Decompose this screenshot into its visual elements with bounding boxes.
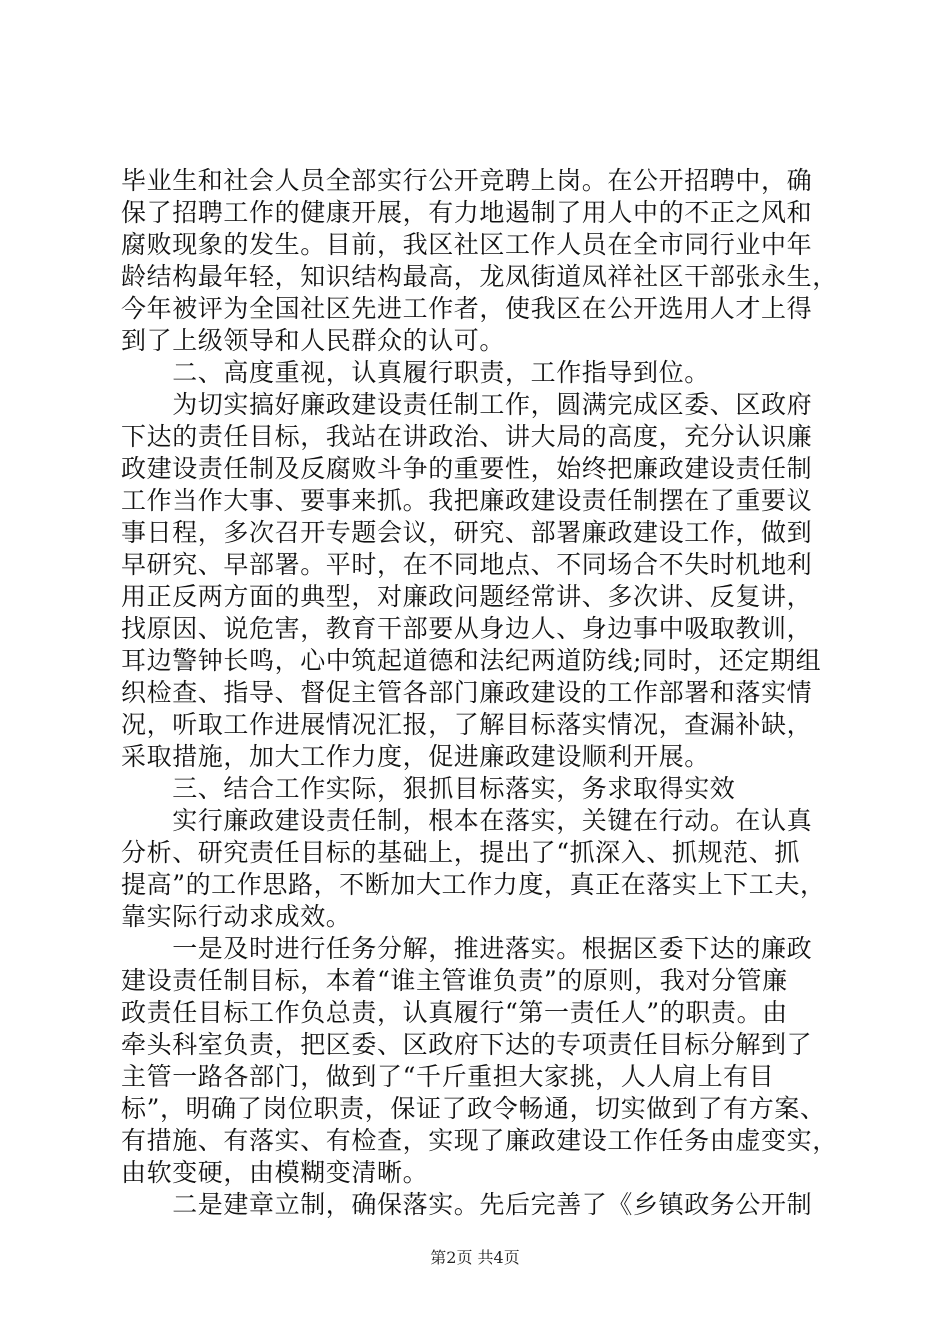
text-line: 建设责任制目标，本着“谁主管谁负责”的原则，我对分管廉	[121, 966, 788, 995]
text-line: 今年被评为全国社区先进工作者，使我区在公开选用人才上得	[121, 294, 813, 323]
text-line: 采取措施，加大工作力度，促进廉政建设顺利开展。	[121, 742, 710, 771]
text-line: 牵头科室负责，把区委、区政府下达的专项责任目标分解到了	[121, 1030, 813, 1059]
text-line: 二是建章立制，确保落实。先后完善了《乡镇政务公开制	[121, 1190, 813, 1219]
text-line: 腐败现象的发生。目前，我区社区工作人员在全市同行业中年	[121, 230, 813, 259]
text-line: 耳边警钟长鸣，心中筑起道德和法纪两道防线;同时，还定期组	[121, 646, 822, 675]
text-line: 到了上级领导和人民群众的认可。	[121, 326, 506, 355]
text-line: 有措施、有落实、有检查，实现了廉政建设工作任务由虚变实，	[121, 1126, 838, 1155]
text-line: 由软变硬，由模糊变清晰。	[121, 1158, 429, 1187]
text-line: 为切实搞好廉政建设责任制工作，圆满完成区委、区政府	[121, 390, 813, 419]
text-line: 一是及时进行任务分解，推进落实。根据区委下达的廉政	[121, 934, 813, 963]
text-line: 政建设责任制及反腐败斗争的重要性，始终把廉政建设责任制	[121, 454, 813, 483]
page-footer: 第2页 共4页	[430, 1248, 520, 1267]
text-line: 分析、研究责任目标的基础上，提出了“抓深入、抓规范、抓	[121, 838, 800, 867]
text-line: 主管一路各部门，做到了“千斤重担大家挑，人人肩上有目	[121, 1062, 775, 1091]
text-line: 保了招聘工作的健康开展，有力地遏制了用人中的不正之风和	[121, 198, 813, 227]
text-line: 工作当作大事、要事来抓。我把廉政建设责任制摆在了重要议	[121, 486, 813, 515]
text-line: 毕业生和社会人员全部实行公开竞聘上岗。在公开招聘中，确	[121, 166, 813, 195]
section-heading: 二、高度重视，认真履行职责，工作指导到位。	[121, 358, 710, 387]
text-line: 提高”的工作思路，不断加大工作力度，真正在落实上下工夫，	[121, 870, 826, 899]
text-line: 实行廉政建设责任制，根本在落实，关键在行动。在认真	[121, 806, 813, 835]
text-line: 织检查、指导、督促主管各部门廉政建设的工作部署和落实情	[121, 678, 813, 707]
text-line: 用正反两方面的典型，对廉政问题经常讲、多次讲、反复讲，	[121, 582, 813, 611]
text-line: 标”，明确了岗位职责，保证了政令畅通，切实做到了有方案、	[121, 1094, 826, 1123]
text-line: 下达的责任目标，我站在讲政治、讲大局的高度，充分认识廉	[121, 422, 813, 451]
section-heading: 三、结合工作实际，狠抓目标落实，务求取得实效	[121, 774, 736, 803]
text-line: 事日程，多次召开专题会议，研究、部署廉政建设工作，做到	[121, 518, 813, 547]
text-line: 靠实际行动求成效。	[121, 902, 352, 931]
text-line: 况，听取工作进展情况汇报，了解目标落实情况，查漏补缺，	[121, 710, 813, 739]
text-line: 早研究、早部署。平时，在不同地点、不同场合不失时机地利	[121, 550, 813, 579]
text-line: 龄结构最年轻，知识结构最高，龙凤街道凤祥社区干部张永生，	[121, 262, 838, 291]
text-line: 政责任目标工作负总责，认真履行“第一责任人”的职责。由	[121, 998, 788, 1027]
text-line: 找原因、说危害，教育干部要从身边人、身边事中吸取教训，	[121, 614, 813, 643]
